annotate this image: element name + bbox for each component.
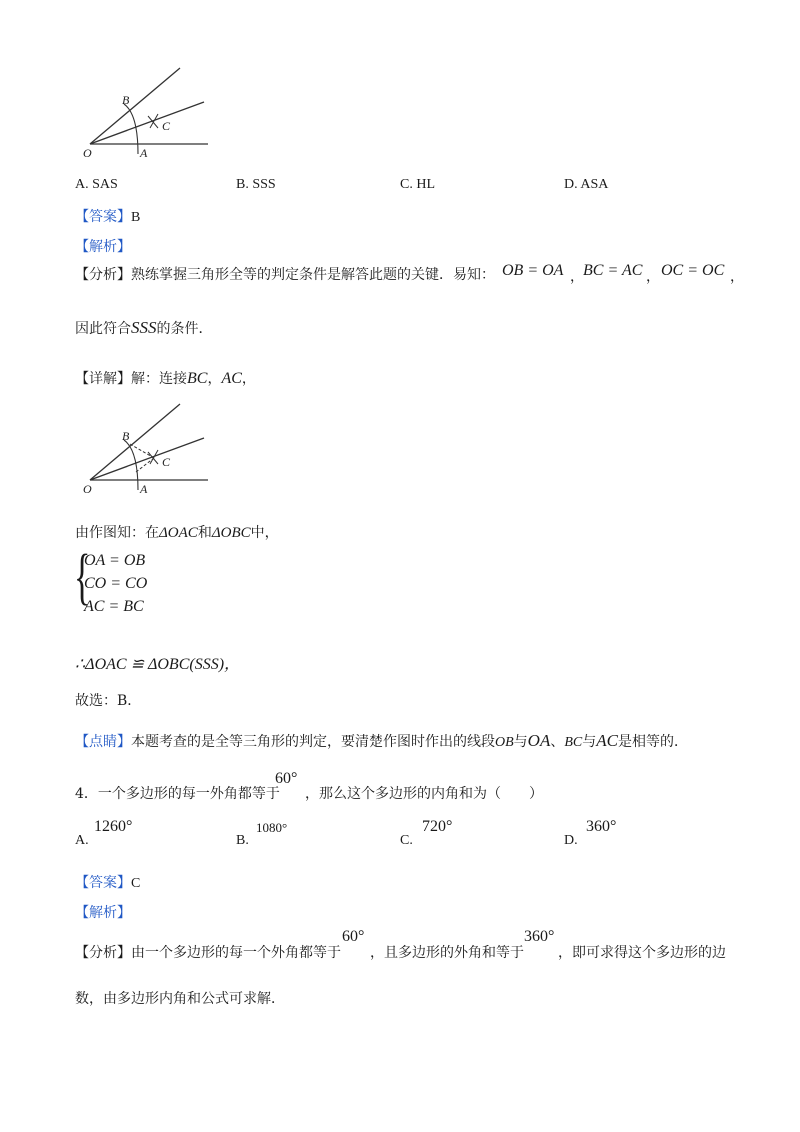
q4-analysis-tag: 【解析】: [75, 905, 131, 921]
q4-fenxi-deg2: 360°: [524, 928, 555, 945]
q3-option-a: A. SAS: [75, 177, 118, 192]
label-O: O: [83, 146, 92, 160]
q4-option-a-letter: A.: [75, 833, 89, 848]
system-eq-1: OA = OB: [84, 552, 146, 569]
label-C: C: [162, 455, 171, 469]
label-B: B: [122, 93, 130, 107]
q3-eq2: BC = AC: [583, 262, 643, 279]
system-eq-3: AC = BC: [84, 598, 144, 615]
q3-answer: 【答案】B: [75, 209, 141, 225]
q4-stem-deg: 60°: [275, 770, 298, 787]
label-B: B: [122, 429, 130, 443]
q4-fenxi-pre: 【分析】由一个多边形的每一个外角都等于: [75, 945, 341, 961]
q4-stem-pre: 4．一个多边形的每一外角都等于: [75, 786, 280, 802]
q3-eq1: OB = OA: [502, 262, 564, 279]
q3-sep3: ，: [730, 269, 744, 285]
q4-option-b-letter: B.: [236, 833, 249, 848]
q3-fenxi-line2: 因此符合SSS的条件．: [75, 318, 213, 337]
q3-fenxi-line1: 【分析】熟练掌握三角形全等的判定条件是解答此题的关键．易知：: [75, 267, 495, 283]
q3-sep1: ，: [570, 269, 584, 285]
q3-option-d: D. ASA: [564, 177, 609, 192]
q4-fenxi-deg1: 60°: [342, 928, 365, 945]
q4-fenxi-post: ，即可求得这个多边形的边: [558, 945, 726, 961]
label-A: A: [140, 146, 148, 160]
q3-choose: 故选：B．: [75, 693, 142, 709]
angle-bisector-figure-2: [80, 398, 215, 498]
q3-analysis-tag: 【解析】: [75, 239, 131, 255]
q4-option-d-letter: D.: [564, 833, 578, 848]
q4-option-d-value: 360°: [586, 818, 617, 835]
q4-option-c-value: 720°: [422, 818, 453, 835]
system-brace: {: [74, 543, 91, 611]
system-eq-2: CO = CO: [84, 575, 148, 592]
q3-comment: 【点睛】本题考查的是全等三角形的判定，要清楚作图时作出的线段OB与OA、BC与AC是相等的．: [75, 731, 688, 750]
q3-option-c: C. HL: [400, 177, 436, 192]
q4-stem-post: ，那么这个多边形的内角和为（ ）: [305, 786, 543, 802]
label-O: O: [83, 482, 92, 496]
q4-fenxi-line2: 数，由多边形内角和公式可求解．: [75, 991, 285, 1007]
q4-option-b-value: 1080°: [256, 820, 288, 835]
q3-sep2: ，: [646, 269, 660, 285]
angle-bisector-figure-1: [80, 62, 215, 162]
q3-eq3: OC = OC: [661, 262, 725, 279]
q4-fenxi-mid: ，且多边形的外角和等于: [370, 945, 524, 961]
q3-proof-intro: 由作图知：在ΔOAC和ΔOBC中，: [75, 525, 279, 541]
q3-conclusion: ∴ΔOAC ≌ ΔOBC(SSS)，: [75, 656, 241, 673]
label-C: C: [162, 119, 171, 133]
q3-detail-line: 【详解】解：连接BC，AC，: [75, 370, 256, 387]
q4-option-a-value: 1260°: [94, 818, 133, 835]
q3-option-b: B. SSS: [236, 177, 276, 192]
q4-answer: 【答案】C: [75, 875, 141, 891]
label-A: A: [140, 482, 148, 496]
q4-option-c-letter: C.: [400, 833, 413, 848]
